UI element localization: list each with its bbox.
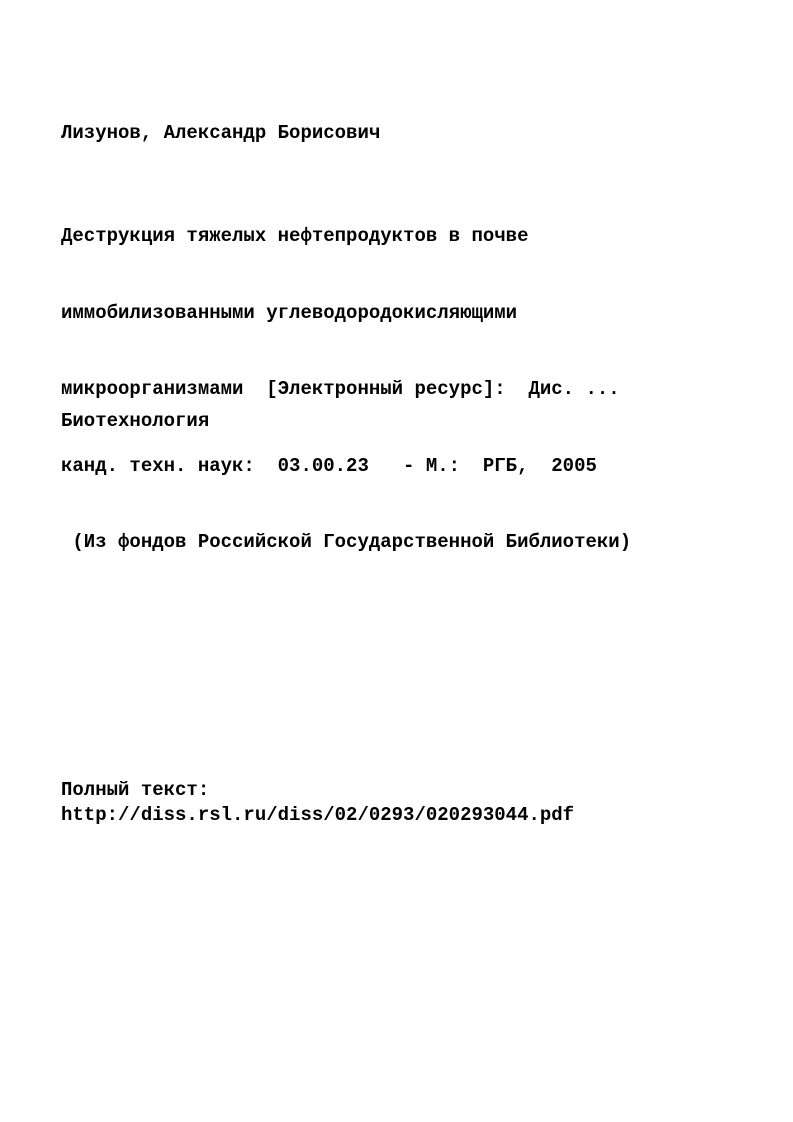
title-line-3: микроорганизмами [Электронный ресурс]: Дис. ... bbox=[61, 378, 620, 400]
subject-heading: Биотехнология bbox=[61, 410, 210, 432]
fulltext-label: Полный текст: bbox=[61, 779, 210, 801]
fulltext-link[interactable]: http://diss.rsl.ru/diss/02/0293/020293044.pdf bbox=[61, 804, 575, 826]
title-line-5: (Из фондов Российской Государственной Библиотеки) bbox=[61, 531, 632, 553]
title-line-4: канд. техн. наук: 03.00.23 - М.: РГБ, 2005 bbox=[61, 454, 597, 477]
author-name: Лизунов, Александр Борисович bbox=[61, 122, 381, 144]
title-line-2: иммобилизованными углеводородокисляющими bbox=[61, 301, 518, 324]
bibliographic-description bbox=[61, 173, 631, 607]
title-line-1: Деструкция тяжелых нефтепродуктов в почве bbox=[61, 225, 529, 247]
